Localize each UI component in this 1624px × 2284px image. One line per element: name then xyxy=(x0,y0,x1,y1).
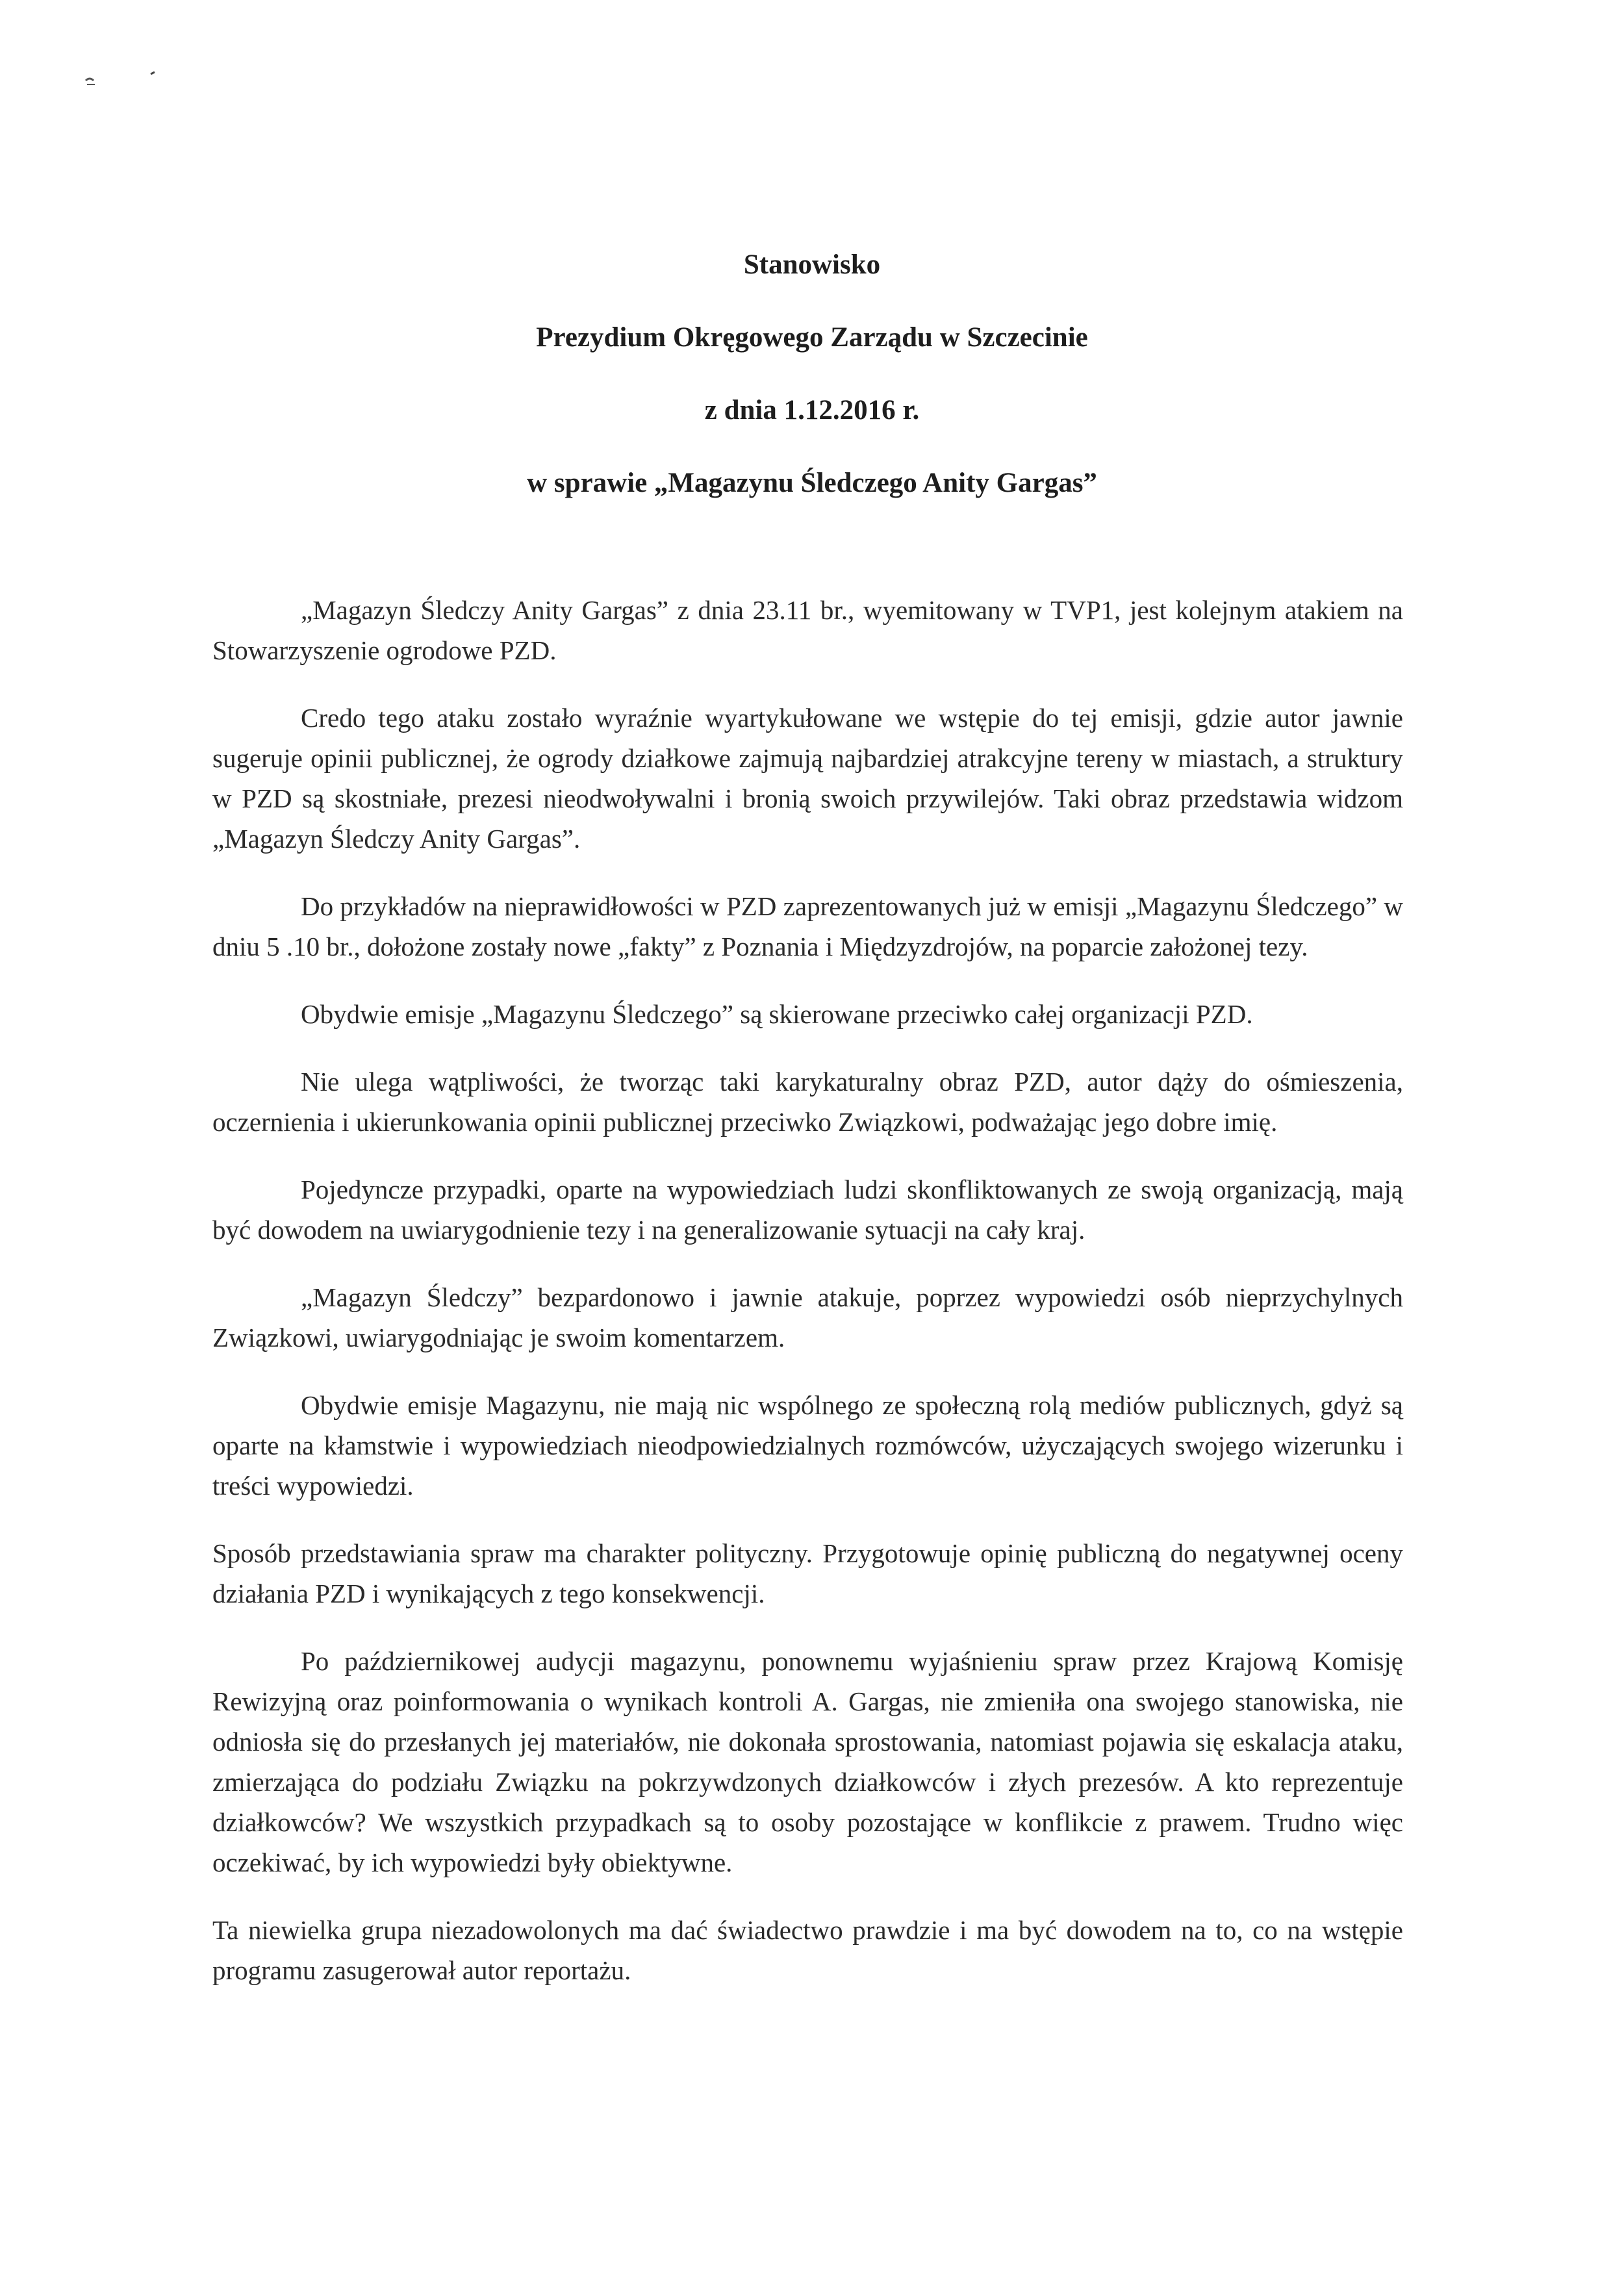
issuing-body: Prezydium Okręgowego Zarządu w Szczecinie xyxy=(536,322,1088,353)
paragraph: Do przykładów na nieprawidłowości w PZD zaprezentowanych już w emisji „Magazynu Śledczego” w dniu 5 .10 br., dołożone zostały nowe „fakty” z Poznania i Międzyzdrojów, na poparcie założonej tezy. xyxy=(212,891,1403,961)
paragraph: „Magazyn Śledczy Anity Gargas” z dnia 23.11 br., wyemitowany w TVP1, jest kolejnym atakiem na Stowarzyszenie ogrodowe PZD. xyxy=(212,595,1403,665)
paragraph: Pojedyncze przypadki, oparte na wypowiedziach ludzi skonfliktowanych ze swoją organizacją, mają być dowodem na uwiarygodnienie tezy i na generalizowanie sytuacji na cały kraj. xyxy=(212,1174,1403,1245)
paragraph: Po październikowej audycji magazynu, ponownemu wyjaśnieniu spraw przez Krajową Komisję Rewizyjną oraz poinformowania o wynikach kontroli A. Gargas, nie zmieniła ona swojego stanowiska, nie odniosła się do przesłanych jej materiałów, nie dokonała sprostowania, natomiast pojawia się eskalacja ataku, zmierzająca do podziału Związku na pokrzywdzonych działkowców i złych prezesów. A kto reprezentuje działkowców? We wszystkich przypadkach są to osoby pozostające w konflikcie z prawem. Trudno więc oczekiwać, by ich wypowiedzi były obiektywne. xyxy=(212,1646,1403,1877)
paragraph: Obydwie emisje Magazynu, nie mają nic wspólnego ze społeczną rolą mediów publicznych, gdyż są oparte na kłamstwie i wypowiedziach nieodpowiedzialnych rozmówców, użyczających swojego wizerunku i treści wypowiedzi. xyxy=(212,1390,1403,1501)
paragraph: „Magazyn Śledczy” bezpardonowo i jawnie atakuje, poprzez wypowiedzi osób nieprzychylnych Związkowi, uwiarygodniając je swoim komentarzem. xyxy=(212,1282,1403,1352)
paragraph: Sposób przedstawiania spraw ma charakter polityczny. Przygotowuje opinię publiczną do negatywnej oceny działania PZD i wynikających z tego konsekwencji. xyxy=(212,1538,1403,1608)
document-date: z dnia 1.12.2016 r. xyxy=(704,395,920,425)
document-type: Stanowisko xyxy=(743,249,881,280)
document-body xyxy=(212,590,1403,2018)
paragraph: Ta niewielka grupa niezadowolonych ma dać świadectwo prawdzie i ma być dowodem na to, co na wstępie programu zasugerował autor reportażu. xyxy=(212,1915,1403,1985)
paragraph: Credo tego ataku zostało wyraźnie wyartykułowane we wstępie do tej emisji, gdzie autor jawnie sugeruje opinii publicznej, że ogrody działkowe zajmują najbardziej atrakcyjne tereny w miastach, a struktury w PZD są skostniałe, prezesi nieodwoływalni i bronią swoich przywilejów. Taki obraz przedstawia widzom „Magazyn Śledczy Anity Gargas”. xyxy=(212,703,1403,854)
scan-mark xyxy=(83,70,161,90)
document-subject: w sprawie „Magazynu Śledczego Anity Gargas” xyxy=(527,468,1097,498)
paragraph: Obydwie emisje „Magazynu Śledczego” są skierowane przeciwko całej organizacji PZD. xyxy=(301,999,1253,1029)
paragraph: Nie ulega wątpliwości, że tworząc taki karykaturalny obraz PZD, autor dąży do ośmieszenia, oczernienia i ukierunkowania opinii publicznej przeciwko Związkowi, podważając jego dobre imię. xyxy=(212,1067,1403,1137)
document-header xyxy=(0,239,1624,530)
